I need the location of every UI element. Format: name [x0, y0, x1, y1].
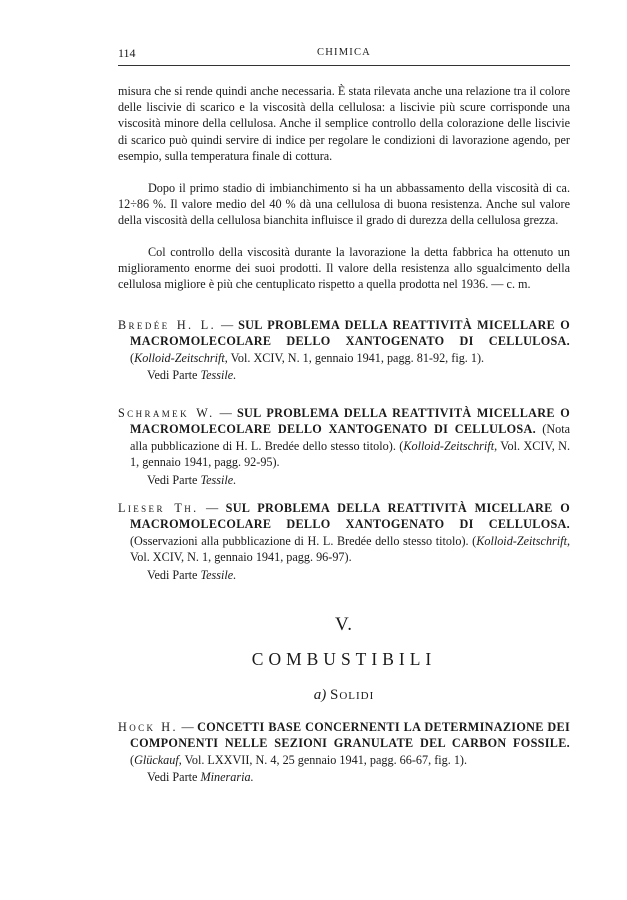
bibliography-entry — [118, 405, 570, 488]
entry-details: , Vol. XCIV, N. 1, gennaio 1941, pagg. 81-92, fig. 1). — [224, 350, 485, 365]
entry-journal: Kolloid-Zeitschrift — [476, 533, 567, 548]
entry-details: , Vol. XCIV, N. 1, gennaio 1941, pagg. 96-97). — [130, 533, 570, 565]
see-part: Tessile. — [200, 368, 237, 383]
see-part: Tessile. — [200, 472, 237, 487]
subsection-name: Solidi — [329, 687, 375, 703]
entry-journal: Kolloid-Zeitschrift — [403, 438, 495, 453]
bibliography-entry — [118, 719, 570, 786]
paragraph-2: Dopo il primo stadio di imbianchimento si ha un abbassamento della viscosità di ca. 12÷86 %. Il valore medio del 40 % dà una cellulosa di buona resistenza. Anche sul valore della viscosità della cellulosa bianchita influisce il grado di durezza della cellulosa grezza. — [118, 181, 570, 228]
see-prefix: Vedi Parte — [147, 472, 198, 487]
see-prefix: Vedi Parte — [147, 770, 198, 785]
entry-see-also — [118, 367, 570, 383]
bibliography-entry — [118, 317, 570, 384]
entry-note: (Osservazioni alla pubblicazione di H. L. Bredée dello stesso titolo). — [130, 533, 469, 548]
page-header — [118, 46, 570, 64]
subsection-letter: a) — [313, 687, 327, 703]
entry-see-also — [118, 567, 570, 583]
running-title: CHIMICA — [317, 47, 371, 58]
page-number: 114 — [118, 46, 136, 60]
entry-note: (Nota alla pubblicazione di H. L. Bredée dello stesso titolo). — [130, 422, 571, 453]
section-number: V. — [334, 614, 354, 635]
subsection-title — [118, 687, 570, 704]
entry-body: Schramek W. — SUL PROBLEMA DELLA REATTIVITÀ MICELLARE O MACROMOLECOLARE DELLO XANTOGENATO DI CELLULOSA. (Nota alla pubblicazione di H. L. Bredée dello stesso titolo). (Kolloid-Zeitschrift, Vol. XCIV, N. 1, gennaio 1941, pagg. 92-95). — [118, 406, 571, 470]
entry-journal: Glückauf — [134, 752, 179, 767]
entry-author: Lieser Th. — [118, 501, 199, 515]
entry-author: Schramek W. — [118, 406, 215, 420]
paragraph-1: misura che si rende quindi anche necessaria. È stata rilevata anche una relazione tra il colore delle liscivie di scarico e la viscosità della cellulosa: a liscivie più scure corrisponde una viscosità minore della cellulosa. Anche il semplice controllo della colorazione delle liscivie di scarico può quindi servire di indice per regolare le condizioni di lavorazione agendo, per esempio, sulla temperatura finale di cottura. — [118, 84, 570, 163]
entry-details: , Vol. LXXVII, N. 4, 25 gennaio 1941, pagg. 66-67, fig. 1). — [178, 752, 468, 767]
paragraph-3: Col controllo della viscosità durante la lavorazione la detta fabbrica ha ottenuto un miglioramento enorme dei suoi prodotti. Il valore della resistenza allo sgualcimento della cellulosa migliore è più che centuplicato rispetto a quella prodotta nel 1936. — c. m. — [118, 245, 570, 292]
entry-author: Bredée H. L. — [118, 318, 217, 332]
see-prefix: Vedi Parte — [147, 368, 198, 383]
header-rule — [118, 65, 570, 66]
entry-body: Hock H. — CONCETTI BASE CONCERNENTI LA DETERMINAZIONE DEI COMPONENTI NELLE SEZIONI GRANULATE DEL CARBON FOSSILE. (Glückauf, Vol. LXXVII, N. 4, 25 gennaio 1941, pagg. 66-67, fig. 1). — [118, 720, 571, 767]
entry-body: Bredée H. L. — SUL PROBLEMA DELLA REATTIVITÀ MICELLARE O MACROMOLECOLARE DELLO XANTOGENATO DI CELLULOSA. (Kolloid-Zeitschrift, Vol. XCIV, N. 1, gennaio 1941, pagg. 81-92, fig. 1). — [118, 318, 571, 365]
entry-title: SUL PROBLEMA DELLA REATTIVITÀ MICELLARE O MACROMOLECOLARE DELLO XANTOGENATO DI CELLULOSA. — [130, 318, 571, 349]
entry-title: CONCETTI BASE CONCERNENTI LA DETERMINAZIONE DEI COMPONENTI NELLE SEZIONI GRANULATE DEL CARBON FOSSILE. — [130, 720, 571, 751]
bibliography-entry — [118, 500, 570, 583]
section-title: COMBUSTIBILI — [251, 649, 437, 669]
see-part: Mineraria. — [200, 770, 254, 785]
entry-author: Hock H. — [118, 720, 178, 734]
entry-body: Lieser Th. — SUL PROBLEMA DELLA REATTIVITÀ MICELLARE O MACROMOLECOLARE DELLO XANTOGENATO DI CELLULOSA. (Osservazioni alla pubblicazione di H. L. Bredée dello stesso titolo). (Kolloid-Zeitschrift, Vol. XCIV, N. 1, gennaio 1941, pagg. 96-97). — [118, 501, 570, 565]
entry-title: SUL PROBLEMA DELLA REATTIVITÀ MICELLARE O MACROMOLECOLARE DELLO XANTOGENATO DI CELLULOSA. — [130, 501, 570, 532]
entry-see-also — [118, 472, 570, 488]
entry-journal: Kolloid-Zeitschrift — [134, 350, 225, 365]
entry-title: SUL PROBLEMA DELLA REATTIVITÀ MICELLARE O MACROMOLECOLARE DELLO XANTOGENATO DI CELLULOSA. — [130, 406, 570, 437]
entry-see-also — [118, 769, 570, 785]
entry-details: , Vol. XCIV, N. 1, gennaio 1941, pagg. 92-95). — [130, 438, 570, 470]
see-part: Tessile. — [200, 567, 237, 582]
see-prefix: Vedi Parte — [147, 567, 198, 582]
